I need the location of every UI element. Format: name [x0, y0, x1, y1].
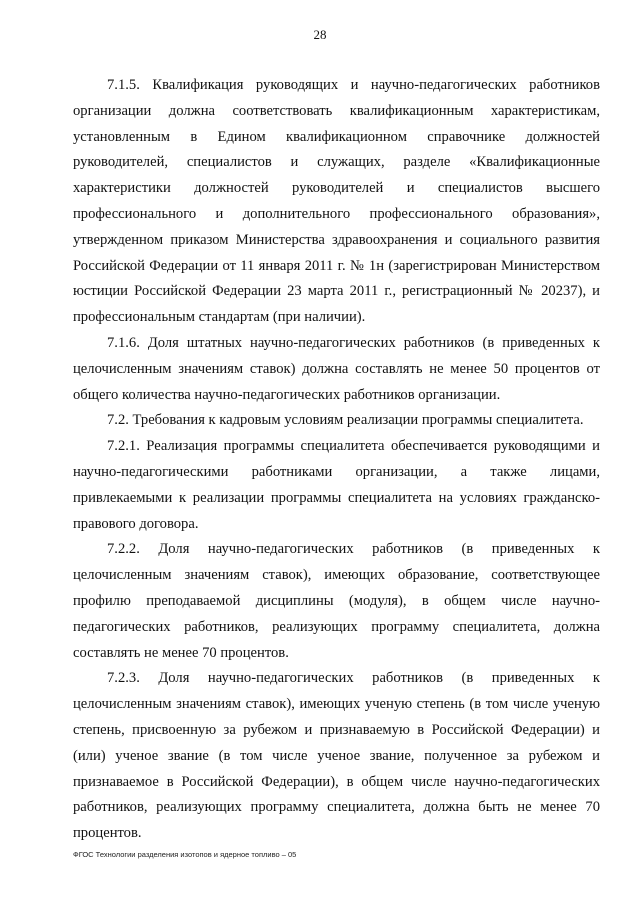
paragraph-7-1-5: 7.1.5. Квалификация руководящих и научно-педагогических работников организации должна соответствовать квалификационным характеристикам, установленным в Едином квалификационном справочнике должностей руководителей, специалистов и служащих, разделе «Квалификационные характеристики должностей руководителей и специалистов высшего профессионального и дополнительного профессионального образования», утвержденном приказом Министерства здравоохранения и социального развития Российской Федерации от 11 января 2011 г. № 1н (зарегистрирован Министерством юстиции Российской Федерации 23 марта 2011 г., регистрационный № 20237), и профессиональным стандартам (при наличии).	[73, 77, 600, 326]
document-footer: ФГОС Технологии разделения изотопов и ядерное топливо – 05	[73, 850, 297, 859]
paragraph-7-2-3: 7.2.3. Доля научно-педагогических работников (в приведенных к целочисленным значениям ставок), имеющих ученую степень (в том числе ученую степень, присвоенную за рубежом и признаваемую в Российской Федерации) и (или) ученое звание (в том числе ученое звание, полученное за рубежом и признаваемое в Российской Федерации), в общем числе научно-педагогических работников, реализующих программу специалитета, должна быть не менее 70 процентов.	[73, 670, 600, 842]
page-number: 28	[313, 27, 327, 42]
paragraph-7-2-1: 7.2.1. Реализация программы специалитета обеспечивается руководящими и научно-педагогическими работниками организации, а также лицами, привлекаемыми к реализации программы специалитета на условиях гражданско-правового договора.	[73, 438, 600, 532]
paragraph-7-1-6: 7.1.6. Доля штатных научно-педагогических работников (в приведенных к целочисленным значениям ставок) должна составлять не менее 50 процентов от общего количества научно-педагогических работников организации.	[73, 334, 600, 403]
document-body	[73, 73, 600, 847]
paragraph-7-2: 7.2. Требования к кадровым условиям реализации программы специалитета.	[107, 412, 584, 429]
paragraph-7-2-2: 7.2.2. Доля научно-педагогических работников (в приведенных к целочисленным значениям ставок), имеющих образование, соответствующее профилю преподаваемой дисциплины (модуля), в общем числе научно-педагогических работников, реализующих программу специалитета, должна составлять не менее 70 процентов.	[73, 541, 600, 661]
